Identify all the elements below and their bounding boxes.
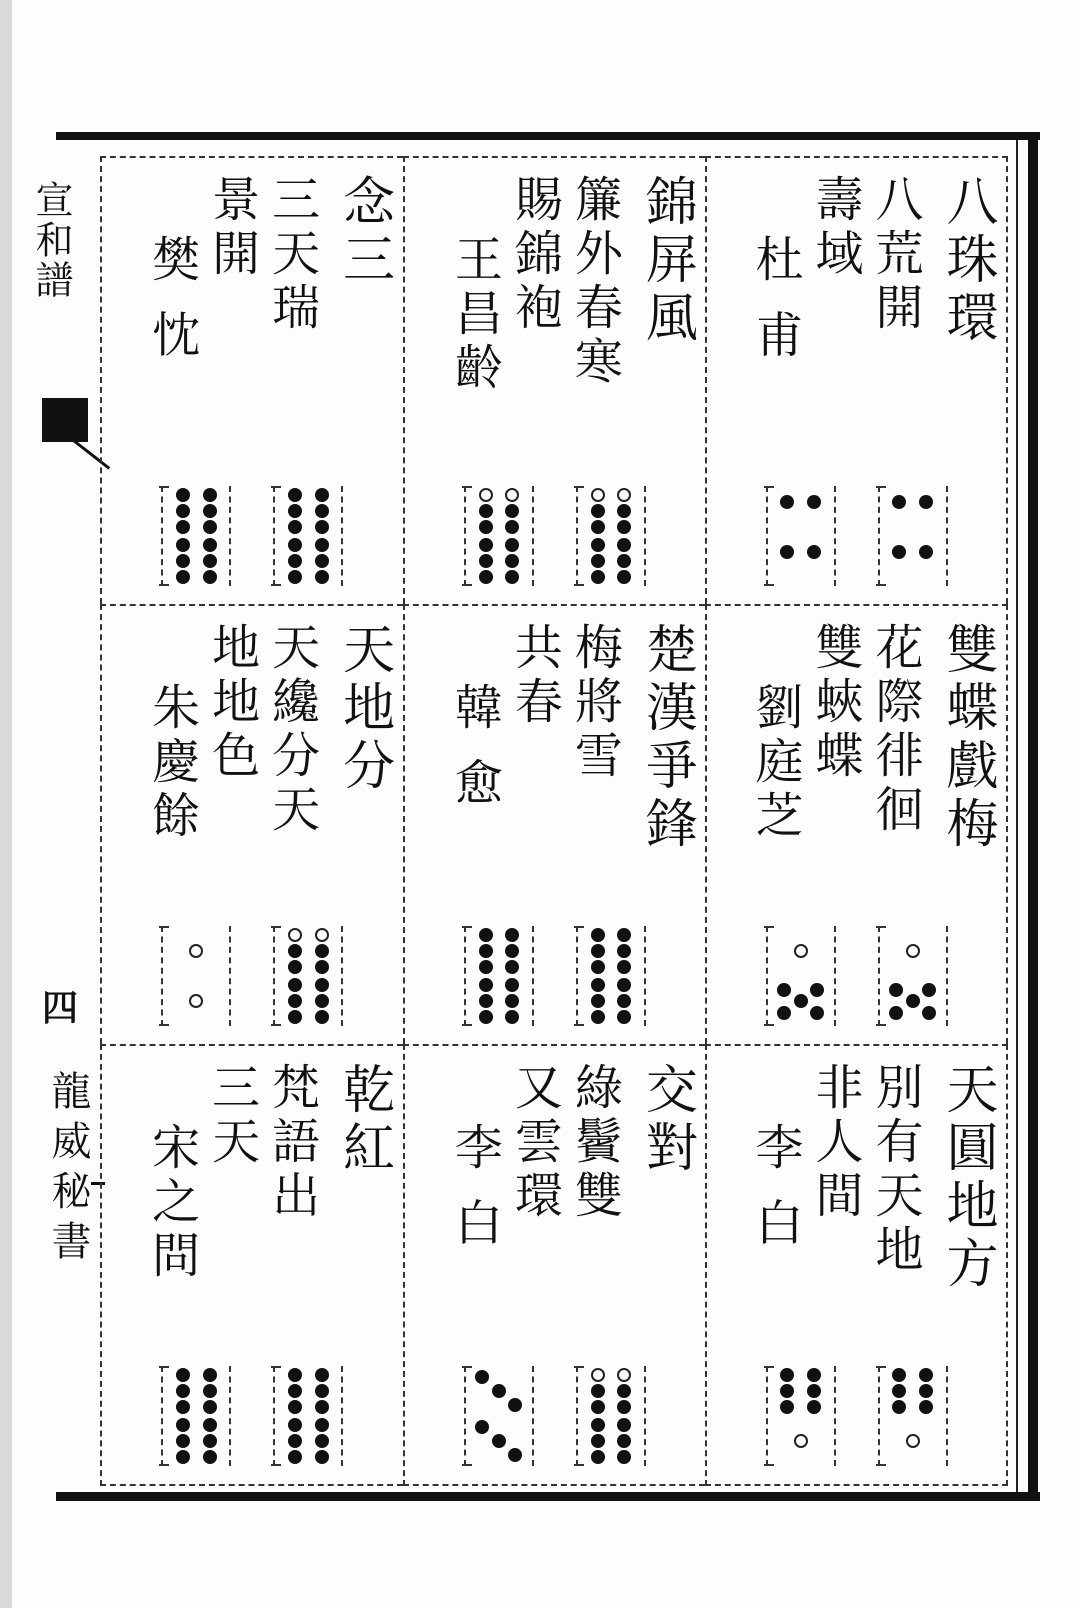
- card-cell: [403, 604, 706, 1044]
- domino-pip: [617, 1384, 631, 1398]
- domino-pip: [315, 504, 329, 518]
- frame-top-border: [56, 132, 1040, 140]
- domino-pip: [479, 504, 493, 518]
- domino-pip: [906, 1434, 920, 1448]
- domino-pip: [508, 1448, 522, 1462]
- domino-tile: [576, 486, 646, 586]
- domino-pip: [794, 994, 808, 1008]
- domino-tile: [464, 486, 534, 586]
- domino-pip: [315, 1368, 329, 1382]
- domino-pair: [102, 1366, 403, 1466]
- card-text: [110, 622, 393, 872]
- domino-pip: [492, 1434, 506, 1448]
- domino-pip: [479, 538, 493, 552]
- domino-tile: [161, 926, 231, 1026]
- poet-name: 宋之問: [143, 1122, 200, 1284]
- domino-pip: [919, 495, 933, 509]
- domino-pip: [176, 538, 190, 552]
- domino-pip: [794, 1434, 808, 1448]
- domino-pip: [922, 983, 936, 997]
- domino-pip: [288, 1384, 302, 1398]
- card-text: [413, 174, 696, 424]
- domino-pip: [780, 1384, 794, 1398]
- domino-pip: [591, 960, 605, 974]
- domino-pip: [591, 1368, 605, 1382]
- domino-pip: [591, 1400, 605, 1414]
- poet-name: 朱慶餘: [143, 682, 200, 844]
- domino-pip: [189, 944, 203, 958]
- domino-pip: [780, 495, 794, 509]
- domino-pip: [617, 554, 631, 568]
- domino-pip: [617, 1450, 631, 1464]
- poet-name: 李 白: [446, 1122, 503, 1252]
- domino-pip: [892, 495, 906, 509]
- domino-pip: [922, 1006, 936, 1020]
- domino-pip: [777, 983, 791, 997]
- domino-pip: [617, 944, 631, 958]
- domino-tile: [878, 1366, 948, 1466]
- domino-pip: [892, 1400, 906, 1414]
- domino-pip: [203, 538, 217, 552]
- domino-pip: [591, 1418, 605, 1432]
- domino-pip: [807, 1384, 821, 1398]
- domino-pip: [479, 554, 493, 568]
- domino-tile: [576, 926, 646, 1026]
- domino-pip: [288, 1450, 302, 1464]
- card-text: [110, 174, 393, 424]
- verse-line: 雙蛺蝶: [806, 622, 863, 784]
- domino-tile: [273, 486, 343, 586]
- domino-pip: [288, 1368, 302, 1382]
- domino-pip: [203, 570, 217, 584]
- domino-pip: [288, 978, 302, 992]
- margin-studio-name: 龍威秘書: [45, 1070, 91, 1270]
- domino-pair: [707, 1366, 1006, 1466]
- domino-pip: [288, 1434, 302, 1448]
- domino-pip: [479, 488, 493, 502]
- domino-pip: [479, 994, 493, 1008]
- verse-line: 共春: [506, 622, 563, 730]
- domino-pip: [315, 1450, 329, 1464]
- domino-pip: [617, 1368, 631, 1382]
- card-title: 雙蝶戲梅: [936, 622, 997, 854]
- domino-pip: [176, 1450, 190, 1464]
- verse-line: 梵語出: [263, 1062, 320, 1224]
- domino-pip: [176, 1368, 190, 1382]
- domino-pip: [906, 994, 920, 1008]
- verse-line: 天纔分天: [263, 622, 320, 838]
- domino-pip: [189, 994, 203, 1008]
- domino-pip: [617, 570, 631, 584]
- domino-pip: [176, 520, 190, 534]
- domino-pip: [617, 978, 631, 992]
- domino-pip: [315, 554, 329, 568]
- domino-pip: [203, 1368, 217, 1382]
- domino-tile: [161, 486, 231, 586]
- domino-pip: [315, 960, 329, 974]
- verse-line: 三天瑞: [263, 174, 320, 336]
- domino-pip: [617, 520, 631, 534]
- domino-tile: [766, 486, 836, 586]
- domino-pip: [315, 488, 329, 502]
- domino-pip: [315, 1418, 329, 1432]
- domino-pip: [315, 944, 329, 958]
- domino-pip: [591, 944, 605, 958]
- domino-pip: [591, 554, 605, 568]
- domino-pip: [176, 570, 190, 584]
- domino-pip: [591, 1010, 605, 1024]
- card-title: 錦屏風: [636, 174, 697, 348]
- margin-title: 宣和譜: [29, 180, 73, 300]
- domino-pip: [508, 1398, 522, 1412]
- domino-pip: [315, 978, 329, 992]
- domino-tile: [464, 926, 534, 1026]
- card-cell: [100, 604, 403, 1044]
- verse-line: 又雲環: [506, 1062, 563, 1224]
- domino-pip: [288, 1418, 302, 1432]
- frame-right-border: [1028, 132, 1038, 1501]
- domino-pip: [203, 1450, 217, 1464]
- card-cell: [100, 156, 403, 604]
- domino-tile: [464, 1366, 534, 1466]
- verse-line: 八荒開: [866, 174, 923, 336]
- card-text: [413, 622, 696, 872]
- frame-bottom-border: [56, 1492, 1040, 1501]
- domino-tile: [766, 926, 836, 1026]
- domino-pip: [176, 1400, 190, 1414]
- domino-pip: [505, 928, 519, 942]
- domino-pip: [505, 538, 519, 552]
- domino-pip: [288, 538, 302, 552]
- domino-pip: [919, 545, 933, 559]
- card-title: 天地分: [333, 622, 394, 796]
- domino-pip: [892, 1384, 906, 1398]
- domino-pip: [505, 944, 519, 958]
- domino-pip: [479, 520, 493, 534]
- domino-pip: [505, 1010, 519, 1024]
- domino-pair: [405, 1366, 706, 1466]
- card-cell: [100, 1044, 403, 1486]
- domino-pip: [315, 928, 329, 942]
- domino-pip: [203, 1434, 217, 1448]
- domino-pair: [102, 486, 403, 586]
- domino-pip: [617, 538, 631, 552]
- domino-pip: [288, 488, 302, 502]
- verse-line: 壽域: [806, 174, 863, 282]
- verse-line: 非人間: [806, 1062, 863, 1224]
- domino-pip: [889, 1006, 903, 1020]
- domino-pip: [617, 504, 631, 518]
- poet-name: 杜 甫: [746, 234, 803, 364]
- card-text: [715, 1062, 996, 1312]
- domino-pip: [315, 1010, 329, 1024]
- domino-pip: [505, 520, 519, 534]
- verse-line: 賜錦袍: [506, 174, 563, 336]
- domino-pip: [203, 488, 217, 502]
- domino-pip: [505, 994, 519, 1008]
- domino-pip: [807, 1400, 821, 1414]
- domino-pip: [591, 520, 605, 534]
- domino-pip: [889, 983, 903, 997]
- domino-pip: [288, 1010, 302, 1024]
- domino-pip: [315, 520, 329, 534]
- domino-pip: [591, 538, 605, 552]
- poet-name: 韓 愈: [446, 682, 503, 812]
- domino-pip: [617, 1400, 631, 1414]
- card-title: 楚漢爭鋒: [636, 622, 697, 854]
- poet-name: 王昌齡: [446, 234, 503, 396]
- domino-pip: [919, 1368, 933, 1382]
- verse-line: 景開: [203, 174, 260, 282]
- domino-pip: [288, 928, 302, 942]
- domino-pip: [288, 554, 302, 568]
- domino-pip: [176, 1418, 190, 1432]
- domino-pip: [288, 1400, 302, 1414]
- domino-pip: [176, 554, 190, 568]
- domino-pip: [203, 1418, 217, 1432]
- domino-pip: [906, 944, 920, 958]
- domino-pip: [780, 545, 794, 559]
- domino-pip: [591, 504, 605, 518]
- domino-pip: [288, 520, 302, 534]
- domino-tile: [161, 1366, 231, 1466]
- verse-line: 簾外春寒: [566, 174, 623, 390]
- domino-pip: [203, 1384, 217, 1398]
- card-cell: [705, 1044, 1008, 1486]
- domino-pair: [405, 926, 706, 1026]
- domino-pip: [288, 994, 302, 1008]
- book-page: [12, 0, 1080, 1608]
- poet-name: 樊 忱: [143, 234, 200, 364]
- domino-pip: [479, 928, 493, 942]
- card-text: [413, 1062, 696, 1312]
- domino-pip: [591, 1450, 605, 1464]
- domino-pip: [591, 978, 605, 992]
- domino-pip: [203, 504, 217, 518]
- domino-pip: [479, 978, 493, 992]
- domino-pip: [505, 570, 519, 584]
- domino-pip: [919, 1384, 933, 1398]
- domino-pip: [591, 928, 605, 942]
- verse-line: 綠鬢雙: [566, 1062, 623, 1224]
- card-cell: [705, 604, 1008, 1044]
- domino-pip: [203, 520, 217, 534]
- card-text: [110, 1062, 393, 1312]
- domino-pip: [315, 570, 329, 584]
- domino-pip: [505, 504, 519, 518]
- domino-pip: [591, 488, 605, 502]
- domino-pair: [707, 926, 1006, 1026]
- domino-pip: [203, 554, 217, 568]
- domino-pip: [810, 1006, 824, 1020]
- domino-pip: [176, 1384, 190, 1398]
- domino-pip: [288, 504, 302, 518]
- card-title: 念三: [333, 174, 394, 290]
- card-title: 八珠環: [936, 174, 997, 348]
- domino-pip: [505, 488, 519, 502]
- domino-tile: [576, 1366, 646, 1466]
- margin-page-number: 四: [42, 987, 79, 1029]
- domino-tile: [273, 926, 343, 1026]
- domino-pair: [405, 486, 706, 586]
- domino-pip: [807, 495, 821, 509]
- domino-pip: [892, 545, 906, 559]
- domino-pip: [892, 1368, 906, 1382]
- domino-tile: [273, 1366, 343, 1466]
- domino-tile: [878, 926, 948, 1026]
- domino-pip: [475, 1420, 489, 1434]
- poet-name: 李 白: [746, 1122, 803, 1252]
- domino-pip: [617, 1010, 631, 1024]
- domino-pip: [780, 1368, 794, 1382]
- verse-line: 花際徘徊: [866, 622, 923, 838]
- domino-pip: [315, 538, 329, 552]
- card-text: [715, 174, 996, 424]
- domino-pip: [288, 570, 302, 584]
- card-grid: [100, 156, 1008, 1486]
- domino-pip: [176, 504, 190, 518]
- domino-pip: [591, 1384, 605, 1398]
- domino-pip: [315, 1434, 329, 1448]
- domino-pip: [505, 960, 519, 974]
- domino-pip: [479, 944, 493, 958]
- domino-pip: [176, 1434, 190, 1448]
- domino-pip: [288, 960, 302, 974]
- domino-pip: [315, 994, 329, 1008]
- domino-pip: [780, 1400, 794, 1414]
- domino-pip: [617, 960, 631, 974]
- domino-tile: [766, 1366, 836, 1466]
- verse-line: 別有天地: [866, 1062, 923, 1278]
- poet-name: 劉庭芝: [746, 682, 803, 844]
- domino-pip: [479, 960, 493, 974]
- verse-line: 三天: [203, 1062, 260, 1170]
- domino-pip: [479, 1010, 493, 1024]
- card-title: 乾紅: [333, 1062, 394, 1178]
- verse-line: 梅將雪: [566, 622, 623, 784]
- domino-pip: [591, 570, 605, 584]
- domino-pip: [617, 488, 631, 502]
- domino-pip: [591, 1434, 605, 1448]
- domino-pip: [794, 944, 808, 958]
- domino-pip: [288, 944, 302, 958]
- card-text: [715, 622, 996, 872]
- domino-pip: [492, 1384, 506, 1398]
- frame-inner-line: [1016, 140, 1018, 1492]
- domino-pip: [475, 1370, 489, 1384]
- domino-pip: [203, 1400, 217, 1414]
- domino-pip: [810, 983, 824, 997]
- card-title: 交對: [636, 1062, 697, 1178]
- domino-pip: [807, 545, 821, 559]
- domino-pip: [617, 928, 631, 942]
- card-cell: [403, 156, 706, 604]
- domino-pip: [617, 1418, 631, 1432]
- domino-tile: [878, 486, 948, 586]
- domino-pair: [102, 926, 403, 1026]
- domino-pip: [777, 1006, 791, 1020]
- domino-pip: [919, 1400, 933, 1414]
- domino-pip: [807, 1368, 821, 1382]
- domino-pip: [617, 1434, 631, 1448]
- card-title: 天圓地方: [936, 1062, 997, 1294]
- domino-pip: [479, 570, 493, 584]
- card-cell: [403, 1044, 706, 1486]
- domino-pair: [707, 486, 1006, 586]
- domino-pip: [591, 994, 605, 1008]
- card-cell: [705, 156, 1008, 604]
- domino-pip: [505, 554, 519, 568]
- domino-pip: [505, 978, 519, 992]
- verse-line: 地地色: [203, 622, 260, 784]
- domino-pip: [176, 488, 190, 502]
- domino-pip: [315, 1384, 329, 1398]
- domino-pip: [617, 994, 631, 1008]
- domino-pip: [315, 1400, 329, 1414]
